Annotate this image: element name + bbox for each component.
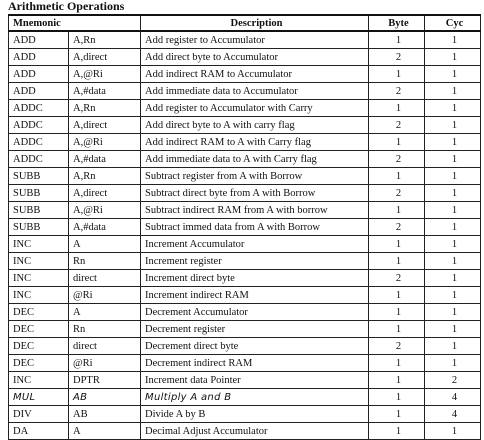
cell-mnemonic: ADDC <box>9 151 69 168</box>
cell-description: Divide A by B <box>141 406 369 423</box>
cell-cycles: 1 <box>425 151 481 168</box>
table-row <box>9 236 481 253</box>
cell-cycles: 1 <box>425 338 481 355</box>
table-row <box>9 355 481 372</box>
cell-byte: 1 <box>369 287 425 304</box>
table-row <box>9 185 481 202</box>
cell-operands: AB <box>69 389 141 406</box>
cell-cycles: 1 <box>425 253 481 270</box>
cell-mnemonic: ADD <box>9 83 69 100</box>
cell-byte: 2 <box>369 219 425 236</box>
cell-mnemonic: DIV <box>9 406 69 423</box>
cell-cycles: 1 <box>425 236 481 253</box>
cell-cycles: 1 <box>425 304 481 321</box>
table-row <box>9 134 481 151</box>
cell-byte: 1 <box>369 321 425 338</box>
cell-operands: A,@Ri <box>69 66 141 83</box>
cell-byte: 1 <box>369 423 425 440</box>
cell-byte: 2 <box>369 49 425 66</box>
cell-byte: 2 <box>369 185 425 202</box>
cell-mnemonic: SUBB <box>9 168 69 185</box>
cell-operands: A,#data <box>69 83 141 100</box>
cell-description: Subtract direct byte from A with Borrow <box>141 185 369 202</box>
cell-mnemonic: ADD <box>9 49 69 66</box>
arithmetic-operations-table <box>8 14 481 440</box>
cell-mnemonic: ADDC <box>9 117 69 134</box>
cell-cycles: 1 <box>425 134 481 151</box>
cell-cycles: 1 <box>425 423 481 440</box>
table-row <box>9 338 481 355</box>
cell-description: Increment indirect RAM <box>141 287 369 304</box>
cell-operands: A,#data <box>69 219 141 236</box>
section-title: Arithmetic Operations <box>8 0 125 13</box>
cell-cycles: 1 <box>425 185 481 202</box>
header-description: Description <box>141 15 369 31</box>
table-row <box>9 219 481 236</box>
cell-operands: Rn <box>69 253 141 270</box>
cell-description: Add immediate data to Accumulator <box>141 83 369 100</box>
cell-description: Add indirect RAM to A with Carry flag <box>141 134 369 151</box>
table-row <box>9 151 481 168</box>
cell-description: Increment Accumulator <box>141 236 369 253</box>
cell-operands: Rn <box>69 321 141 338</box>
table-row <box>9 31 481 49</box>
table-row <box>9 202 481 219</box>
cell-byte: 1 <box>369 134 425 151</box>
cell-cycles: 1 <box>425 100 481 117</box>
cell-byte: 1 <box>369 253 425 270</box>
cell-cycles: 1 <box>425 83 481 100</box>
cell-byte: 2 <box>369 270 425 287</box>
table-row <box>9 83 481 100</box>
cell-description: Add direct byte to Accumulator <box>141 49 369 66</box>
table-row <box>9 321 481 338</box>
cell-mnemonic: INC <box>9 236 69 253</box>
cell-operands: A,Rn <box>69 168 141 185</box>
cell-description: Decrement Accumulator <box>141 304 369 321</box>
cell-cycles: 1 <box>425 355 481 372</box>
table-row <box>9 117 481 134</box>
table-row <box>9 168 481 185</box>
cell-mnemonic: INC <box>9 372 69 389</box>
cell-cycles: 1 <box>425 202 481 219</box>
cell-description: Add register to Accumulator with Carry <box>141 100 369 117</box>
cell-mnemonic: ADD <box>9 66 69 83</box>
cell-mnemonic: SUBB <box>9 185 69 202</box>
table-row <box>9 389 481 406</box>
cell-description: Subtract immed data from A with Borrow <box>141 219 369 236</box>
cell-cycles: 4 <box>425 389 481 406</box>
cell-operands: A,direct <box>69 117 141 134</box>
cell-cycles: 1 <box>425 321 481 338</box>
table-row <box>9 423 481 440</box>
cell-operands: DPTR <box>69 372 141 389</box>
cell-byte: 2 <box>369 151 425 168</box>
cell-byte: 1 <box>369 100 425 117</box>
cell-mnemonic: ADDC <box>9 134 69 151</box>
cell-cycles: 1 <box>425 117 481 134</box>
cell-mnemonic: SUBB <box>9 219 69 236</box>
table-header-row <box>9 15 481 31</box>
cell-byte: 2 <box>369 338 425 355</box>
cell-description: Decrement indirect RAM <box>141 355 369 372</box>
cell-description: Decimal Adjust Accumulator <box>141 423 369 440</box>
table-row <box>9 253 481 270</box>
cell-operands: A <box>69 236 141 253</box>
cell-mnemonic: SUBB <box>9 202 69 219</box>
cell-operands: A,Rn <box>69 31 141 49</box>
cell-description: Add direct byte to A with carry flag <box>141 117 369 134</box>
table-row <box>9 372 481 389</box>
cell-description: Subtract indirect RAM from A with borrow <box>141 202 369 219</box>
cell-description: Add register to Accumulator <box>141 31 369 49</box>
cell-description: Multiply A and B <box>141 389 369 406</box>
table-row <box>9 270 481 287</box>
cell-operands: @Ri <box>69 355 141 372</box>
cell-mnemonic: INC <box>9 270 69 287</box>
cell-mnemonic: MUL <box>9 389 69 406</box>
cell-mnemonic: INC <box>9 253 69 270</box>
header-byte: Byte <box>369 15 425 31</box>
cell-operands: A,@Ri <box>69 134 141 151</box>
table-row <box>9 406 481 423</box>
cell-operands: A,#data <box>69 151 141 168</box>
cell-cycles: 2 <box>425 372 481 389</box>
cell-description: Decrement direct byte <box>141 338 369 355</box>
cell-operands: A <box>69 304 141 321</box>
table-row <box>9 49 481 66</box>
cell-operands: @Ri <box>69 287 141 304</box>
cell-description: Increment register <box>141 253 369 270</box>
cell-byte: 1 <box>369 31 425 49</box>
cell-mnemonic: DEC <box>9 321 69 338</box>
cell-cycles: 1 <box>425 168 481 185</box>
cell-mnemonic: DEC <box>9 355 69 372</box>
cell-cycles: 1 <box>425 270 481 287</box>
cell-mnemonic: ADDC <box>9 100 69 117</box>
cell-description: Subtract register from A with Borrow <box>141 168 369 185</box>
cell-byte: 2 <box>369 83 425 100</box>
cell-description: Add immediate data to A with Carry flag <box>141 151 369 168</box>
cell-byte: 1 <box>369 168 425 185</box>
header-cycles: Cyc <box>425 15 481 31</box>
cell-description: Decrement register <box>141 321 369 338</box>
cell-byte: 1 <box>369 236 425 253</box>
table-row <box>9 287 481 304</box>
cell-operands: A,direct <box>69 49 141 66</box>
cell-cycles: 1 <box>425 287 481 304</box>
table-row <box>9 100 481 117</box>
cell-cycles: 4 <box>425 406 481 423</box>
cell-operands: A <box>69 423 141 440</box>
table-row <box>9 304 481 321</box>
cell-operands: direct <box>69 270 141 287</box>
cell-operands: A,Rn <box>69 100 141 117</box>
cell-operands: AB <box>69 406 141 423</box>
cell-byte: 1 <box>369 66 425 83</box>
cell-byte: 1 <box>369 304 425 321</box>
cell-cycles: 1 <box>425 49 481 66</box>
cell-mnemonic: INC <box>9 287 69 304</box>
cell-byte: 1 <box>369 406 425 423</box>
cell-operands: direct <box>69 338 141 355</box>
cell-cycles: 1 <box>425 219 481 236</box>
cell-byte: 2 <box>369 117 425 134</box>
header-mnemonic: Mnemonic <box>9 15 141 31</box>
cell-mnemonic: DEC <box>9 304 69 321</box>
cell-description: Increment direct byte <box>141 270 369 287</box>
cell-byte: 1 <box>369 355 425 372</box>
cell-operands: A,direct <box>69 185 141 202</box>
cell-mnemonic: DA <box>9 423 69 440</box>
cell-mnemonic: DEC <box>9 338 69 355</box>
cell-description: Add indirect RAM to Accumulator <box>141 66 369 83</box>
table-body <box>9 31 481 440</box>
cell-operands: A,@Ri <box>69 202 141 219</box>
cell-byte: 1 <box>369 389 425 406</box>
cell-mnemonic: ADD <box>9 31 69 49</box>
table-row <box>9 66 481 83</box>
cell-cycles: 1 <box>425 31 481 49</box>
cell-cycles: 1 <box>425 66 481 83</box>
cell-description: Increment data Pointer <box>141 372 369 389</box>
cell-byte: 1 <box>369 202 425 219</box>
cell-byte: 1 <box>369 372 425 389</box>
